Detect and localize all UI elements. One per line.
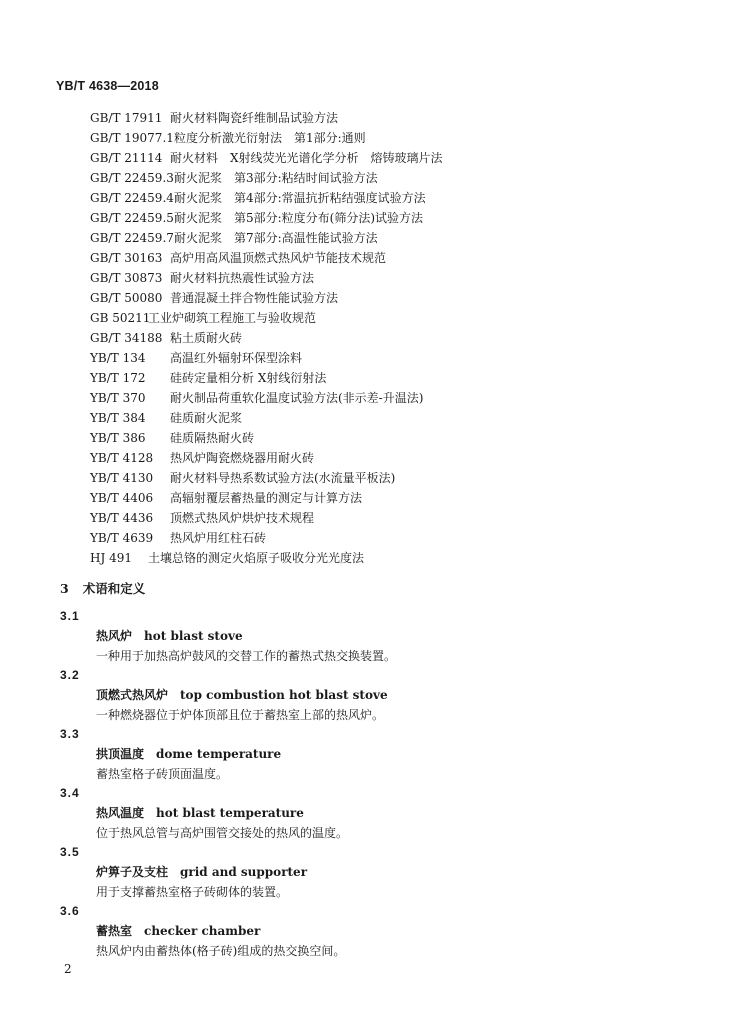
- term-en: dome temperature: [156, 747, 282, 761]
- term-definition: 用于支撑蓄热室格子砖砌体的装置。: [96, 885, 289, 899]
- section-title: 术语和定义: [82, 581, 146, 596]
- section-number: 3: [60, 581, 69, 596]
- reference-title: 硅质隔热耐火砖: [170, 431, 255, 445]
- reference-title: 耐火泥浆 第7部分:高温性能试验方法: [174, 231, 378, 245]
- reference-item: [90, 248, 443, 268]
- term-definition: 热风炉内由蓄热体(格子砖)组成的热交换空间。: [96, 944, 346, 958]
- reference-title: 耐火材料抗热震性试验方法: [170, 271, 315, 285]
- reference-item: [90, 208, 443, 228]
- reference-title: 热风炉陶瓷燃烧器用耐火砖: [170, 451, 315, 465]
- reference-code: GB/T 30873: [90, 271, 163, 285]
- reference-code: HJ 491: [90, 551, 132, 565]
- term-number: 3.5: [60, 845, 80, 859]
- term-number: 3.2: [60, 668, 80, 682]
- reference-item: [90, 468, 443, 488]
- term-zh: 拱顶温度: [96, 747, 145, 761]
- term-zh: 热风炉: [96, 629, 133, 643]
- reference-code: YB/T 4639: [90, 531, 154, 545]
- reference-code: GB/T 30163: [90, 251, 163, 265]
- reference-title: 硅砖定量相分析 X射线衍射法: [170, 371, 327, 385]
- term-name: [96, 744, 660, 764]
- reference-item: [90, 188, 443, 208]
- reference-title: 耐火泥浆 第4部分:常温抗折粘结强度试验方法: [174, 191, 426, 205]
- term-number: 3.1: [60, 609, 80, 623]
- reference-title: 高炉用高风温顶燃式热风炉节能技术规范: [170, 251, 387, 265]
- reference-title: 工业炉砌筑工程施工与验收规范: [148, 311, 317, 325]
- reference-code: YB/T 134: [90, 351, 146, 365]
- reference-code: YB/T 4406: [90, 491, 154, 505]
- reference-code: GB/T 50080: [90, 291, 163, 305]
- reference-title: 耐火材料 X射线荧光光谱化学分析 熔铸玻璃片法: [170, 151, 443, 165]
- reference-item: [90, 548, 443, 568]
- normative-references-list: [90, 108, 443, 568]
- reference-item: [90, 228, 443, 248]
- term-zh: 炉箅子及支柱: [96, 865, 169, 879]
- term-en: grid and supporter: [180, 865, 308, 879]
- term-definition: 位于热风总管与高炉围管交接处的热风的温度。: [96, 826, 349, 840]
- term-definition: 一种用于加热高炉鼓风的交替工作的蓄热式热交换装置。: [96, 649, 397, 663]
- term-entry: [60, 606, 660, 666]
- term-en: hot blast stove: [144, 629, 243, 643]
- term-entry: [60, 783, 660, 843]
- section-heading: [60, 579, 145, 597]
- reference-item: [90, 368, 443, 388]
- reference-item: [90, 508, 443, 528]
- reference-title: 普通混凝土拌合物性能试验方法: [170, 291, 339, 305]
- reference-title: 高辐射覆层蓄热量的测定与计算方法: [170, 491, 363, 505]
- term-zh: 顶燃式热风炉: [96, 688, 169, 702]
- term-number: 3.3: [60, 727, 80, 741]
- term-name: [96, 862, 660, 882]
- reference-item: [90, 308, 443, 328]
- reference-code: GB 50211: [90, 311, 151, 325]
- reference-code: GB/T 21114: [90, 151, 163, 165]
- term-definition: 一种燃烧器位于炉体顶部且位于蓄热室上部的热风炉。: [96, 708, 385, 722]
- reference-code: YB/T 370: [90, 391, 146, 405]
- reference-code: GB/T 22459.4: [90, 191, 174, 205]
- reference-code: YB/T 4128: [90, 451, 154, 465]
- reference-item: [90, 448, 443, 468]
- reference-item: [90, 328, 443, 348]
- reference-title: 耐火材料导热系数试验方法(水流量平板法): [170, 471, 396, 485]
- reference-code: YB/T 386: [90, 431, 146, 445]
- page-number: 2: [64, 962, 72, 976]
- reference-code: GB/T 19077.1: [90, 131, 174, 145]
- reference-item: [90, 268, 443, 288]
- term-zh: 热风温度: [96, 806, 145, 820]
- reference-title: 耐火泥浆 第5部分:粒度分布(筛分法)试验方法: [174, 211, 424, 225]
- reference-title: 顶燃式热风炉烘炉技术规程: [170, 511, 315, 525]
- term-zh: 蓄热室: [96, 924, 133, 938]
- reference-item: [90, 108, 443, 128]
- term-en: top combustion hot blast stove: [180, 688, 388, 702]
- term-entry: [60, 901, 660, 961]
- reference-item: [90, 148, 443, 168]
- reference-title: 热风炉用红柱石砖: [170, 531, 267, 545]
- reference-title: 粘土质耐火砖: [170, 331, 243, 345]
- reference-item: [90, 428, 443, 448]
- reference-item: [90, 408, 443, 428]
- standard-number-header: YB/T 4638—2018: [56, 79, 159, 93]
- reference-code: GB/T 22459.7: [90, 231, 174, 245]
- reference-title: 土壤总铬的测定火焰原子吸收分光光度法: [148, 551, 365, 565]
- reference-code: GB/T 17911: [90, 111, 163, 125]
- term-number: 3.4: [60, 786, 80, 800]
- reference-item: [90, 348, 443, 368]
- reference-title: 耐火泥浆 第3部分:粘结时间试验方法: [174, 171, 378, 185]
- reference-item: [90, 528, 443, 548]
- term-en: hot blast temperature: [156, 806, 304, 820]
- reference-item: [90, 128, 443, 148]
- term-name: [96, 626, 660, 646]
- reference-item: [90, 488, 443, 508]
- reference-code: YB/T 172: [90, 371, 146, 385]
- term-number: 3.6: [60, 904, 80, 918]
- reference-code: YB/T 4130: [90, 471, 154, 485]
- reference-code: GB/T 34188: [90, 331, 163, 345]
- reference-code: YB/T 4436: [90, 511, 154, 525]
- term-en: checker chamber: [144, 924, 261, 938]
- reference-title: 粒度分析激光衍射法 第1部分:通则: [174, 131, 366, 145]
- term-entry: [60, 665, 660, 725]
- reference-code: GB/T 22459.5: [90, 211, 174, 225]
- term-name: [96, 921, 660, 941]
- reference-item: [90, 168, 443, 188]
- reference-code: GB/T 22459.3: [90, 171, 174, 185]
- term-entry: [60, 842, 660, 902]
- reference-title: 耐火材料陶瓷纤维制品试验方法: [170, 111, 339, 125]
- reference-title: 耐火制品荷重软化温度试验方法(非示差-升温法): [170, 391, 424, 405]
- reference-code: YB/T 384: [90, 411, 146, 425]
- term-entry: [60, 724, 660, 784]
- reference-title: 高温红外辐射环保型涂料: [170, 351, 303, 365]
- term-definition: 蓄热室格子砖顶面温度。: [96, 767, 229, 781]
- reference-title: 硅质耐火泥浆: [170, 411, 243, 425]
- reference-item: [90, 288, 443, 308]
- reference-item: [90, 388, 443, 408]
- term-name: [96, 803, 660, 823]
- term-name: [96, 685, 660, 705]
